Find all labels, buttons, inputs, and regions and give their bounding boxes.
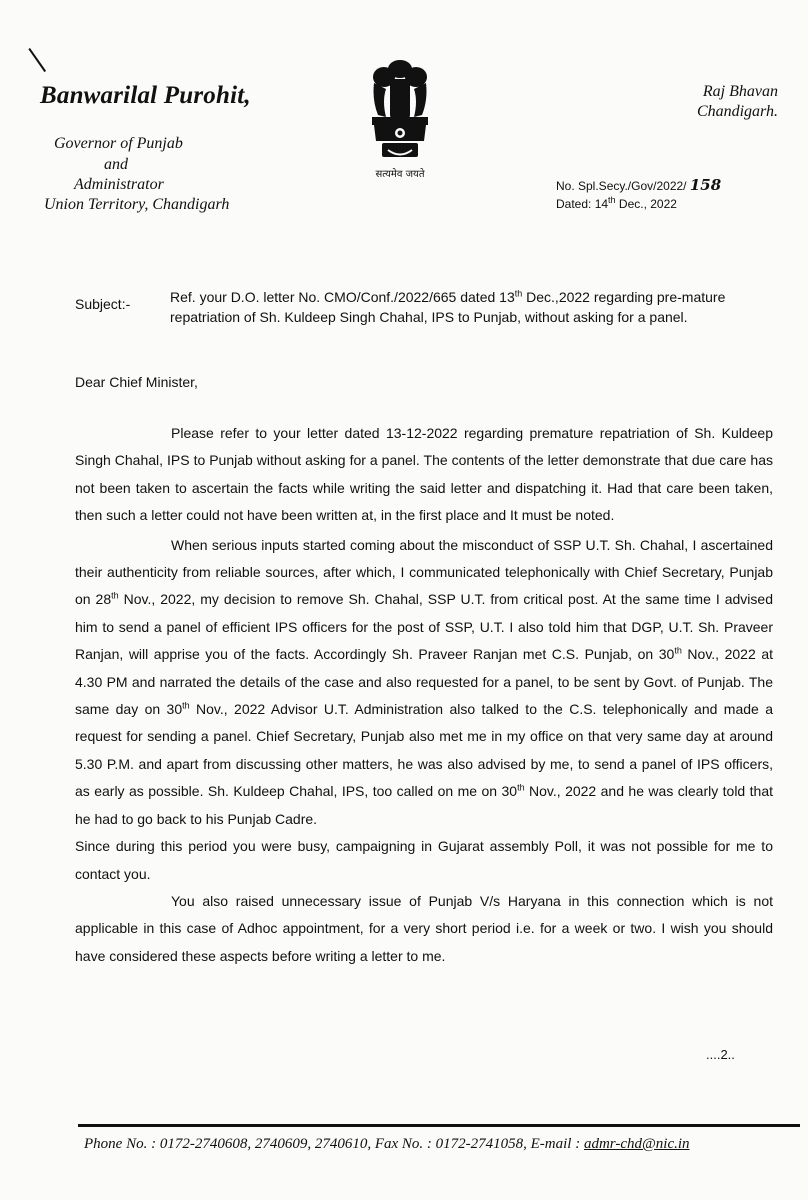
continuation-marker: ....2.. <box>706 1047 735 1062</box>
letter-date <box>556 195 721 213</box>
emblem-motto: सत्यमेव जयते <box>375 169 425 180</box>
pen-mark <box>28 48 46 72</box>
footer-text: Phone No. : 0172-2740608, 2740609, 2740610, Fax No. : 0172-2741058, E-mail : <box>84 1136 584 1152</box>
p2-part-d: Nov., 2022 Advisor U.T. Administration also talked to the C.S. telephonically and made a request for sending a panel. Chief Secretary, Punjab also met me in my office on that very same day at around 5.30 P.M. and apart from discussing other matters, he was also advised by me, to send a panel of IPS officers, as early as possible. Sh. Kuldeep Chahal, IPS, too called on me on 30 <box>75 701 773 800</box>
p2-part-c: Nov., 2022 at 4.30 PM and narrated the details of the case and also requested for a panel, to be sent by Govt. of Punjab. The same day on 30 <box>75 646 773 718</box>
paragraph-1: Please refer to your letter dated 13-12-2022 regarding premature repatriation of Sh. Kuldeep Singh Chahal, IPS to Punjab without asking for a panel. The contents of the letter demonstrate that due care has not been taken to ascertain the facts while writing the said letter and dispatching it. Had that care been taken, then such a letter could not have been written at, in the first place and It must be noted. <box>75 425 773 524</box>
reference-number-text: No. Spl.Secy./Gov/2022/ <box>556 179 687 193</box>
address-line-2: Chandigarh. <box>696 103 778 120</box>
paragraph-3: Since during this period you were busy, campaigning in Gujarat assembly Poll, it was not possible for me to contact you. <box>75 838 773 882</box>
sender-title-line-2: and <box>104 156 128 173</box>
subject-line-1 <box>170 287 770 307</box>
p2-part-a: When serious inputs started coming about the misconduct of SSP U.T. Sh. Chahal, I ascertained their authenticity from reliable sources, after which, I communicated telephonically with Chief Secretary, Punjab on 28 <box>75 536 773 608</box>
p2-sup-1: th <box>111 590 119 601</box>
subject-line-1b: Dec.,2022 regarding pre-mature <box>522 289 726 305</box>
date-text: Dated: 14 <box>556 197 609 211</box>
p2-part-e: Nov., 2022 and he was clearly told that he had to go back to his Punjab Cadre. <box>75 783 773 827</box>
handwritten-number: 158 <box>689 176 722 194</box>
sender-address <box>697 82 778 122</box>
date-month-year: Dec., 2022 <box>615 197 677 211</box>
subject-line-1a: Ref. your D.O. letter No. CMO/Conf./2022/665 dated 13 <box>170 289 515 305</box>
p2-sup-4: th <box>517 782 525 793</box>
national-emblem-icon <box>360 55 440 165</box>
subject-sup: th <box>514 288 523 299</box>
sender-title-line-4: Union Territory, Chandigarh <box>44 196 230 213</box>
address-line-1: Raj Bhavan <box>702 83 778 100</box>
sender-title-line-1: Governor of Punjab <box>54 135 183 152</box>
subject-label: Subject:- <box>75 296 131 312</box>
paragraph-4: You also raised unnecessary issue of Punjab V/s Haryana in this connection which is not applicable in this case of Adhoc appointment, for a very short period i.e. for a week or two. I wish you should have considered these aspects before writing a letter to me. <box>75 892 773 964</box>
date-suffix: th <box>608 195 616 205</box>
subject-line-2: repatriation of Sh. Kuldeep Singh Chahal, IPS to Punjab, without asking for a panel. <box>170 309 688 325</box>
salutation: Dear Chief Minister, <box>75 374 198 390</box>
paragraph-2 <box>75 532 773 833</box>
p2-part-b: Nov., 2022, my decision to remove Sh. Chahal, SSP U.T. from critical post. At the same time I advised him to send a panel of efficient IPS officers for the post of SSP, U.T. I also told him that DGP, U.T. Sh. Praveer Ranjan, will apprise you of the facts. Accordingly Sh. Praveer Ranjan met C.S. Punjab, on 30 <box>75 591 773 663</box>
footer-email: admr-chd@nic.in <box>583 1136 690 1152</box>
subject-text <box>170 287 770 327</box>
p2-sup-2: th <box>674 645 682 656</box>
sender-title-line-3: Administrator <box>74 176 164 193</box>
sender-name: Banwarilal Purohit, <box>40 82 251 109</box>
footer-contact <box>84 1136 690 1153</box>
letter-reference <box>556 176 721 213</box>
footer-divider <box>78 1124 800 1127</box>
letter-body <box>75 420 773 970</box>
p2-sup-3: th <box>182 700 190 711</box>
reference-number <box>556 176 721 195</box>
